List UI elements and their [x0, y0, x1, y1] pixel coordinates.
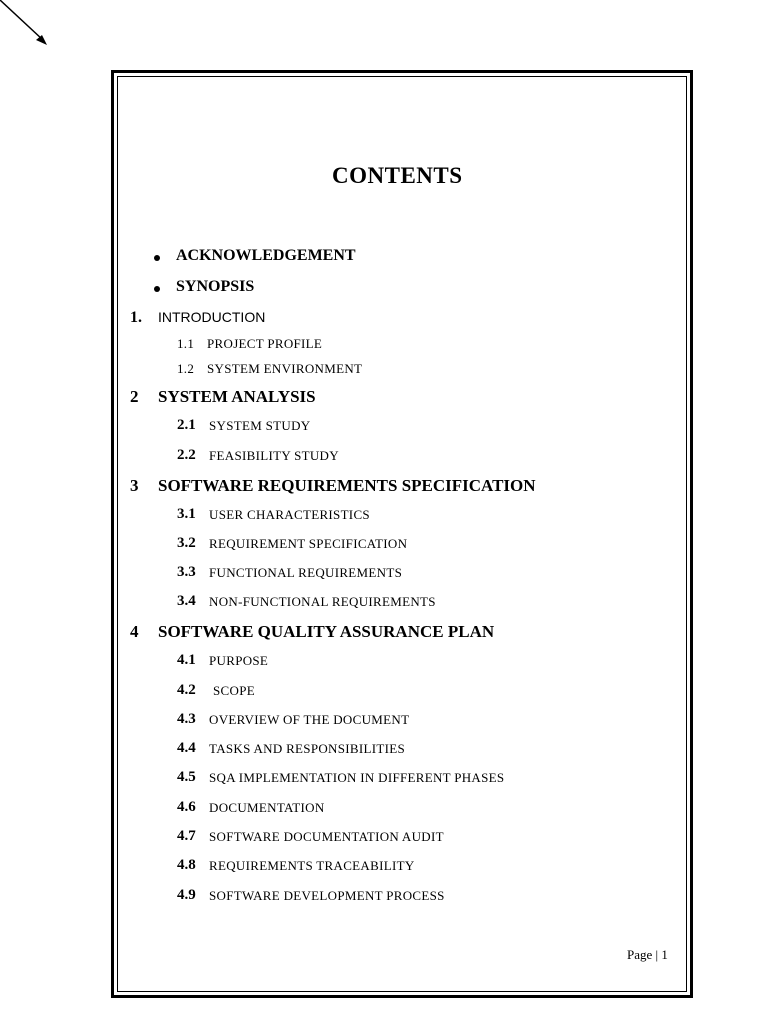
toc-srs[interactable]: SOFTWARE REQUIREMENTS SPECIFICATION	[158, 476, 536, 495]
toc-number: 3.4	[177, 593, 196, 609]
toc-number: 1.1	[177, 336, 195, 351]
toc-number: 1.2	[177, 361, 195, 376]
toc-development-process[interactable]: SOFTWARE DEVELOPMENT PROCESS	[209, 888, 445, 903]
toc-number: 4.5	[177, 769, 196, 785]
toc-number: 3.1	[177, 506, 196, 522]
toc-number: 4.1	[177, 652, 196, 668]
toc-number: 4	[130, 622, 139, 641]
toc-number: 4.7	[177, 828, 196, 844]
toc-sqa-implementation[interactable]: SQA IMPLEMENTATION IN DIFFERENT PHASES	[209, 770, 505, 785]
toc-requirement-specification[interactable]: REQUIREMENT SPECIFICATION	[209, 536, 408, 551]
toc-feasibility-study[interactable]: FEASIBILITY STUDY	[209, 448, 339, 463]
toc-number: 3.3	[177, 564, 196, 580]
toc-number: 4.6	[177, 799, 196, 815]
corner-arrow-icon	[0, 0, 60, 60]
toc-introduction[interactable]: INTRODUCTION	[158, 309, 266, 325]
toc-functional-requirements[interactable]: FUNCTIONAL REQUIREMENTS	[209, 565, 403, 580]
toc-tasks[interactable]: TASKS AND RESPONSIBILITIES	[209, 741, 406, 756]
toc-documentation[interactable]: DOCUMENTATION	[209, 800, 325, 815]
toc-documentation-audit[interactable]: SOFTWARE DOCUMENTATION AUDIT	[209, 829, 444, 844]
toc-number: 4.3	[177, 711, 196, 727]
toc-system-study[interactable]: SYSTEM STUDY	[209, 418, 311, 433]
toc-number: 2.2	[177, 447, 196, 463]
toc-number: 1.	[130, 309, 142, 326]
page-border-inner	[117, 76, 687, 992]
toc-number: 4.8	[177, 857, 196, 873]
toc-number: 3	[130, 476, 139, 495]
toc-user-characteristics[interactable]: USER CHARACTERISTICS	[209, 507, 370, 522]
toc-non-functional-requirements[interactable]: NON-FUNCTIONAL REQUIREMENTS	[209, 594, 436, 609]
toc-number: 4.9	[177, 887, 196, 903]
toc-number: 3.2	[177, 535, 196, 551]
bullet-dot	[154, 255, 160, 261]
toc-sqa-plan[interactable]: SOFTWARE QUALITY ASSURANCE PLAN	[158, 622, 495, 641]
toc-number: 4.2	[177, 682, 196, 698]
toc-system-analysis[interactable]: SYSTEM ANALYSIS	[158, 387, 316, 406]
toc-acknowledgement[interactable]: ACKNOWLEDGEMENT	[176, 247, 356, 264]
toc-number: 4.4	[177, 740, 196, 756]
toc-project-profile[interactable]: PROJECT PROFILE	[207, 336, 323, 351]
toc-synopsis[interactable]: SYNOPSIS	[176, 278, 255, 295]
toc-number: 2	[130, 387, 139, 406]
toc-purpose[interactable]: PURPOSE	[209, 653, 269, 668]
bullet-dot	[154, 286, 160, 292]
page-title: CONTENTS	[332, 163, 463, 188]
toc-scope[interactable]: SCOPE	[213, 683, 255, 698]
toc-traceability[interactable]: REQUIREMENTS TRACEABILITY	[209, 858, 415, 873]
page-number: Page | 1	[627, 947, 668, 962]
toc-overview[interactable]: OVERVIEW OF THE DOCUMENT	[209, 712, 410, 727]
toc-system-environment[interactable]: SYSTEM ENVIRONMENT	[207, 361, 363, 376]
toc-number: 2.1	[177, 417, 196, 433]
